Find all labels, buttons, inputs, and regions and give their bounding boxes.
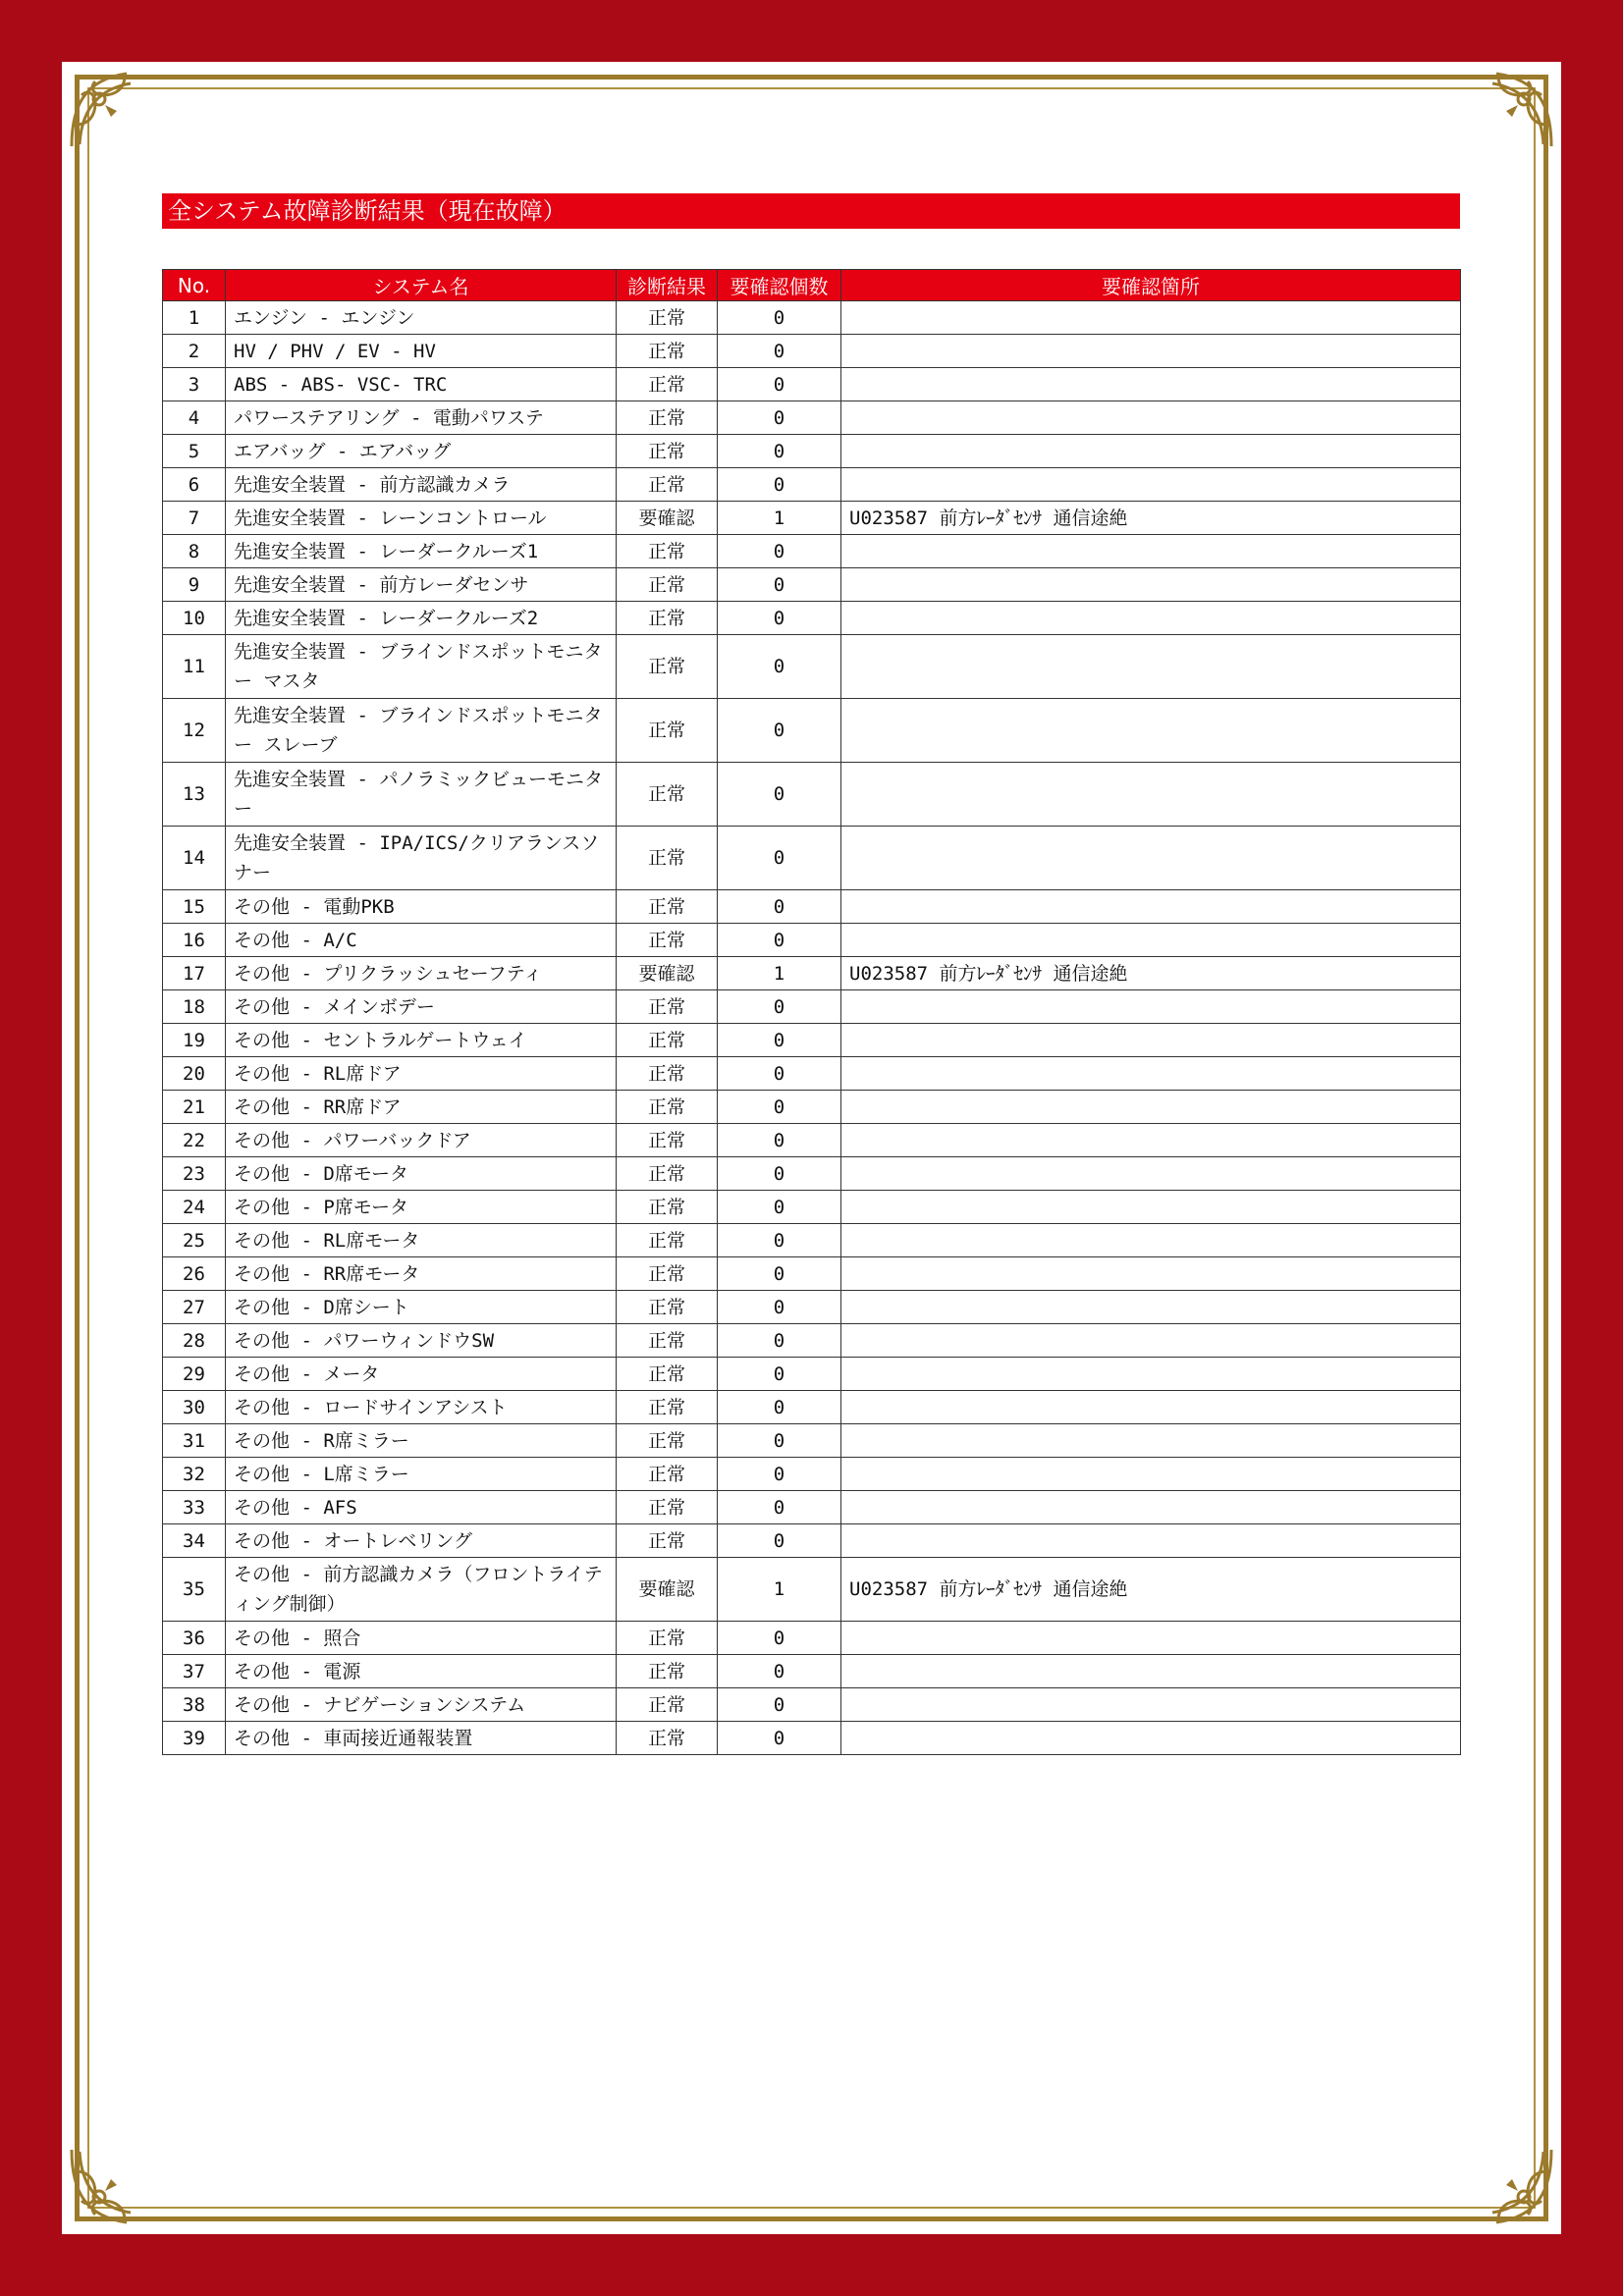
cell-result: 正常: [617, 1722, 718, 1755]
table-row: [163, 1091, 1461, 1124]
table-row: [163, 1224, 1461, 1257]
cell-result: 正常: [617, 1291, 718, 1324]
cell-result: 要確認: [617, 502, 718, 535]
cell-location: [841, 568, 1461, 602]
cell-location: [841, 401, 1461, 435]
cell-count: 0: [718, 1124, 841, 1157]
cell-no: 10: [163, 602, 226, 635]
table-row: [163, 502, 1461, 535]
cell-no: 11: [163, 635, 226, 699]
cell-system-name: 先進安全装置 - ブラインドスポットモニター スレーブ: [226, 699, 617, 763]
table-row: [163, 1358, 1461, 1391]
cell-no: 8: [163, 535, 226, 568]
cell-no: 4: [163, 401, 226, 435]
cell-result: 要確認: [617, 957, 718, 990]
cell-system-name: その他 - P席モータ: [226, 1191, 617, 1224]
cell-location: [841, 535, 1461, 568]
corner-ornament-icon: [66, 66, 152, 152]
table-row: [163, 1024, 1461, 1057]
cell-no: 14: [163, 827, 226, 890]
diagnosis-table: [162, 269, 1461, 1755]
table-row: [163, 368, 1461, 401]
table-row: [163, 535, 1461, 568]
page-title: 全システム故障診断結果（現在故障）: [162, 193, 1460, 229]
cell-result: 正常: [617, 468, 718, 502]
cell-result: 正常: [617, 635, 718, 699]
cell-result: 正常: [617, 990, 718, 1024]
cell-system-name: その他 - パワーウィンドウSW: [226, 1324, 617, 1358]
table-row: [163, 1622, 1461, 1655]
cell-count: 0: [718, 699, 841, 763]
cell-location: [841, 1655, 1461, 1688]
table-row: [163, 435, 1461, 468]
cell-count: 0: [718, 435, 841, 468]
cell-system-name: その他 - AFS: [226, 1491, 617, 1524]
cell-result: 正常: [617, 535, 718, 568]
table-row: [163, 1057, 1461, 1091]
cell-no: 35: [163, 1558, 226, 1622]
table-row: [163, 1491, 1461, 1524]
cell-no: 7: [163, 502, 226, 535]
table-row: [163, 602, 1461, 635]
cell-no: 24: [163, 1191, 226, 1224]
cell-count: 0: [718, 301, 841, 335]
cell-result: 正常: [617, 1622, 718, 1655]
header-location: 要確認箇所: [841, 270, 1461, 301]
cell-no: 5: [163, 435, 226, 468]
cell-result: 正常: [617, 1324, 718, 1358]
cell-location: [841, 1424, 1461, 1458]
cell-system-name: その他 - パワーバックドア: [226, 1124, 617, 1157]
table-row: [163, 957, 1461, 990]
cell-location: [841, 1324, 1461, 1358]
table-row: [163, 335, 1461, 368]
cell-location: [841, 1458, 1461, 1491]
cell-count: 0: [718, 1622, 841, 1655]
cell-no: 9: [163, 568, 226, 602]
cell-count: 0: [718, 568, 841, 602]
cell-count: 0: [718, 602, 841, 635]
cell-system-name: その他 - A/C: [226, 924, 617, 957]
cell-count: 0: [718, 401, 841, 435]
cell-count: 0: [718, 1458, 841, 1491]
cell-count: 1: [718, 957, 841, 990]
cell-count: 0: [718, 1491, 841, 1524]
cell-count: 0: [718, 1157, 841, 1191]
cell-location: [841, 602, 1461, 635]
cell-location: [841, 1224, 1461, 1257]
cell-result: 正常: [617, 827, 718, 890]
cell-system-name: その他 - 電源: [226, 1655, 617, 1688]
cell-system-name: その他 - 電動PKB: [226, 890, 617, 924]
cell-system-name: その他 - L席ミラー: [226, 1458, 617, 1491]
cell-count: 0: [718, 1291, 841, 1324]
cell-system-name: その他 - ナビゲーションシステム: [226, 1688, 617, 1722]
cell-count: 0: [718, 1091, 841, 1124]
cell-result: 正常: [617, 1458, 718, 1491]
cell-location: [841, 1024, 1461, 1057]
cell-no: 13: [163, 763, 226, 827]
cell-location: [841, 1124, 1461, 1157]
cell-result: 正常: [617, 890, 718, 924]
cell-no: 33: [163, 1491, 226, 1524]
cell-count: 0: [718, 763, 841, 827]
cell-system-name: その他 - プリクラッシュセーフティ: [226, 957, 617, 990]
cell-result: 正常: [617, 1358, 718, 1391]
header-system-name: システム名: [226, 270, 617, 301]
cell-system-name: HV / PHV / EV - HV: [226, 335, 617, 368]
cell-no: 12: [163, 699, 226, 763]
cell-count: 0: [718, 1391, 841, 1424]
cell-location: [841, 1491, 1461, 1524]
cell-no: 31: [163, 1424, 226, 1458]
cell-no: 39: [163, 1722, 226, 1755]
cell-location: [841, 924, 1461, 957]
cell-location: [841, 990, 1461, 1024]
cell-no: 29: [163, 1358, 226, 1391]
cell-location: [841, 1057, 1461, 1091]
cell-no: 27: [163, 1291, 226, 1324]
cell-system-name: その他 - 前方認識カメラ（フロントライティング制御）: [226, 1558, 617, 1622]
cell-location: [841, 1291, 1461, 1324]
cell-no: 1: [163, 301, 226, 335]
cell-system-name: 先進安全装置 - ブラインドスポットモニター マスタ: [226, 635, 617, 699]
cell-system-name: その他 - オートレベリング: [226, 1524, 617, 1558]
cell-location: [841, 435, 1461, 468]
cell-system-name: その他 - RL席ドア: [226, 1057, 617, 1091]
cell-system-name: その他 - RR席ドア: [226, 1091, 617, 1124]
table-row: [163, 1424, 1461, 1458]
table-row: [163, 301, 1461, 335]
cell-system-name: その他 - D席シート: [226, 1291, 617, 1324]
cell-count: 0: [718, 1688, 841, 1722]
cell-location: [841, 1622, 1461, 1655]
cell-system-name: その他 - RL席モータ: [226, 1224, 617, 1257]
cell-no: 2: [163, 335, 226, 368]
cell-system-name: その他 - ロードサインアシスト: [226, 1391, 617, 1424]
cell-result: 正常: [617, 1157, 718, 1191]
cell-count: 0: [718, 1655, 841, 1688]
cell-count: 0: [718, 468, 841, 502]
cell-location: [841, 1722, 1461, 1755]
cell-no: 3: [163, 368, 226, 401]
table-header-row: [163, 270, 1461, 301]
cell-no: 25: [163, 1224, 226, 1257]
cell-no: 26: [163, 1257, 226, 1291]
table-row: [163, 1124, 1461, 1157]
cell-no: 21: [163, 1091, 226, 1124]
cell-location: [841, 890, 1461, 924]
cell-count: 0: [718, 635, 841, 699]
cell-count: 0: [718, 368, 841, 401]
cell-system-name: 先進安全装置 - IPA/ICS/クリアランスソナー: [226, 827, 617, 890]
table-row: [163, 1191, 1461, 1224]
corner-ornament-icon: [66, 2144, 152, 2230]
cell-result: 正常: [617, 1424, 718, 1458]
cell-system-name: その他 - メインボデー: [226, 990, 617, 1024]
cell-result: 正常: [617, 1491, 718, 1524]
cell-system-name: エンジン - エンジン: [226, 301, 617, 335]
cell-location: [841, 699, 1461, 763]
cell-location: [841, 301, 1461, 335]
cell-count: 0: [718, 1224, 841, 1257]
cell-no: 16: [163, 924, 226, 957]
table-row: [163, 1291, 1461, 1324]
table-row: [163, 990, 1461, 1024]
cell-count: 0: [718, 924, 841, 957]
header-result: 診断結果: [617, 270, 718, 301]
cell-location: [841, 1157, 1461, 1191]
cell-count: 0: [718, 1057, 841, 1091]
cell-no: 23: [163, 1157, 226, 1191]
cell-no: 38: [163, 1688, 226, 1722]
cell-no: 32: [163, 1458, 226, 1491]
cell-system-name: 先進安全装置 - 前方認識カメラ: [226, 468, 617, 502]
cell-location: U023587 前方ﾚｰﾀﾞｾﾝｻ 通信途絶: [841, 1558, 1461, 1622]
cell-location: [841, 1524, 1461, 1558]
cell-location: [841, 1358, 1461, 1391]
cell-count: 0: [718, 1424, 841, 1458]
cell-result: 正常: [617, 1688, 718, 1722]
cell-system-name: 先進安全装置 - レーダークルーズ1: [226, 535, 617, 568]
cell-count: 0: [718, 1024, 841, 1057]
table-row: [163, 1524, 1461, 1558]
cell-system-name: その他 - D席モータ: [226, 1157, 617, 1191]
cell-no: 28: [163, 1324, 226, 1358]
cell-system-name: 先進安全装置 - 前方レーダセンサ: [226, 568, 617, 602]
cell-location: [841, 763, 1461, 827]
cell-result: 正常: [617, 1524, 718, 1558]
cell-count: 0: [718, 1257, 841, 1291]
cell-no: 37: [163, 1655, 226, 1688]
table-row: [163, 635, 1461, 699]
table-row: [163, 1722, 1461, 1755]
table-row: [163, 890, 1461, 924]
cell-no: 22: [163, 1124, 226, 1157]
table-row: [163, 468, 1461, 502]
cell-count: 0: [718, 990, 841, 1024]
header-count: 要確認個数: [718, 270, 841, 301]
cell-result: 正常: [617, 602, 718, 635]
table-row: [163, 924, 1461, 957]
cell-system-name: 先進安全装置 - レーンコントロール: [226, 502, 617, 535]
table-row: [163, 1324, 1461, 1358]
cell-location: [841, 1257, 1461, 1291]
cell-system-name: 先進安全装置 - パノラミックビューモニター: [226, 763, 617, 827]
cell-count: 0: [718, 535, 841, 568]
cell-system-name: その他 - 車両接近通報装置: [226, 1722, 617, 1755]
cell-count: 0: [718, 335, 841, 368]
table-row: [163, 827, 1461, 890]
cell-count: 1: [718, 502, 841, 535]
cell-result: 正常: [617, 763, 718, 827]
cell-location: [841, 827, 1461, 890]
cell-count: 0: [718, 1722, 841, 1755]
cell-location: U023587 前方ﾚｰﾀﾞｾﾝｻ 通信途絶: [841, 502, 1461, 535]
report-page: [62, 62, 1561, 2234]
table-row: [163, 1688, 1461, 1722]
cell-system-name: ABS - ABS- VSC- TRC: [226, 368, 617, 401]
cell-location: [841, 1191, 1461, 1224]
cell-count: 0: [718, 1358, 841, 1391]
table-row: [163, 1391, 1461, 1424]
cell-no: 19: [163, 1024, 226, 1057]
cell-no: 34: [163, 1524, 226, 1558]
cell-result: 正常: [617, 435, 718, 468]
cell-count: 0: [718, 1524, 841, 1558]
table-row: [163, 1257, 1461, 1291]
cell-location: [841, 368, 1461, 401]
cell-result: 正常: [617, 699, 718, 763]
cell-count: 0: [718, 827, 841, 890]
header-no: No.: [163, 270, 226, 301]
cell-result: 正常: [617, 335, 718, 368]
cell-system-name: その他 - RR席モータ: [226, 1257, 617, 1291]
cell-result: 正常: [617, 1124, 718, 1157]
cell-result: 正常: [617, 568, 718, 602]
table-row: [163, 763, 1461, 827]
cell-result: 正常: [617, 301, 718, 335]
cell-count: 0: [718, 1191, 841, 1224]
cell-system-name: パワーステアリング - 電動パワステ: [226, 401, 617, 435]
cell-location: [841, 635, 1461, 699]
corner-ornament-icon: [1471, 2144, 1557, 2230]
cell-location: [841, 468, 1461, 502]
cell-system-name: その他 - メータ: [226, 1358, 617, 1391]
cell-location: [841, 1091, 1461, 1124]
cell-no: 20: [163, 1057, 226, 1091]
cell-result: 正常: [617, 401, 718, 435]
cell-result: 正常: [617, 1057, 718, 1091]
cell-system-name: 先進安全装置 - レーダークルーズ2: [226, 602, 617, 635]
cell-system-name: エアバッグ - エアバッグ: [226, 435, 617, 468]
cell-no: 17: [163, 957, 226, 990]
cell-result: 正常: [617, 924, 718, 957]
cell-result: 正常: [617, 368, 718, 401]
table-row: [163, 699, 1461, 763]
cell-result: 正常: [617, 1091, 718, 1124]
cell-result: 要確認: [617, 1558, 718, 1622]
cell-result: 正常: [617, 1391, 718, 1424]
cell-location: [841, 335, 1461, 368]
table-row: [163, 1655, 1461, 1688]
cell-count: 0: [718, 890, 841, 924]
cell-no: 15: [163, 890, 226, 924]
cell-result: 正常: [617, 1257, 718, 1291]
cell-no: 6: [163, 468, 226, 502]
cell-result: 正常: [617, 1224, 718, 1257]
table-row: [163, 1558, 1461, 1622]
cell-system-name: その他 - セントラルゲートウェイ: [226, 1024, 617, 1057]
table-row: [163, 401, 1461, 435]
cell-location: [841, 1391, 1461, 1424]
table-row: [163, 1157, 1461, 1191]
cell-result: 正常: [617, 1024, 718, 1057]
cell-location: [841, 1688, 1461, 1722]
cell-result: 正常: [617, 1655, 718, 1688]
corner-ornament-icon: [1471, 66, 1557, 152]
cell-system-name: その他 - 照合: [226, 1622, 617, 1655]
cell-system-name: その他 - R席ミラー: [226, 1424, 617, 1458]
table-row: [163, 1458, 1461, 1491]
cell-no: 30: [163, 1391, 226, 1424]
cell-no: 18: [163, 990, 226, 1024]
cell-count: 1: [718, 1558, 841, 1622]
cell-no: 36: [163, 1622, 226, 1655]
cell-count: 0: [718, 1324, 841, 1358]
cell-result: 正常: [617, 1191, 718, 1224]
table-row: [163, 568, 1461, 602]
cell-location: U023587 前方ﾚｰﾀﾞｾﾝｻ 通信途絶: [841, 957, 1461, 990]
